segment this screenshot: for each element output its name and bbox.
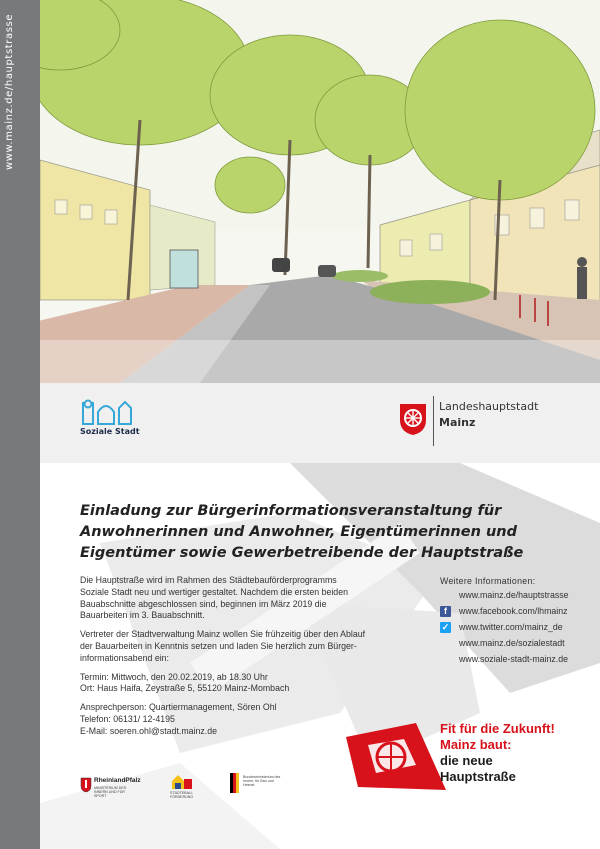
intro-line: Soziale Stadt neu und wertiger gestaltet. Nachdem die ersten beiden: [80, 586, 348, 597]
slogan: [440, 721, 555, 785]
invitation-line: der Bauarbeiten in Kenntnis setzen und laden Sie herzlich zum Bürger-: [80, 640, 357, 651]
event-location: Ort: Haus Haifa, Zeystraße 5, 55120 Mainz-Mombach: [80, 683, 290, 694]
staedtebau-icon: [170, 775, 194, 789]
street-illustration: [0, 0, 600, 383]
mainz-logo: [398, 396, 558, 446]
info-link-text[interactable]: www.twitter.com/mainz_de: [459, 622, 563, 632]
info-link-text[interactable]: www.soziale-stadt-mainz.de: [459, 654, 569, 664]
bmi-label: Bundesministerium des Innern, für Bau und Heimat: [243, 775, 281, 788]
sidebar-url[interactable]: www.mainz.de/hauptstrasse: [4, 14, 15, 171]
slogan-line4: Hauptstraße: [440, 769, 516, 784]
mainz-wheel-icon: [398, 402, 428, 436]
contact-person: Ansprechperson: Quartiermanagement, Sören Ohl: [80, 702, 277, 713]
headline-line3: Eigentümer sowie Gewerbetreibende der Hauptstraße: [80, 545, 524, 561]
soziale-stadt-logo: [80, 398, 140, 442]
mainz-logo-line1: Landeshauptstadt: [439, 400, 539, 413]
rlp-name: RheinlandPfalz: [94, 777, 141, 784]
intro-line: Bauabschnitte abgeschlossen sind, beginnen im März 2019 die: [80, 598, 327, 609]
info-title: Weitere Informationen:: [440, 576, 536, 586]
twitter-icon: ✓: [441, 622, 450, 632]
intro-line: Die Hauptstraße wird im Rahmen des Städtebauförderprogramms: [80, 575, 337, 585]
mainz-logo-line2: Mainz: [439, 416, 476, 429]
headline-line1: Einladung zur Bürgerinformationsveranstaltung für: [80, 503, 502, 519]
contact-phone: Telefon: 06131/ 12-4195: [80, 713, 175, 724]
partner-logos: [80, 771, 310, 811]
contact-email[interactable]: E-Mail: soeren.ohl@stadt.mainz.de: [80, 725, 218, 736]
invitation-line: informationsabend ein:: [80, 652, 170, 663]
headline-line2: Anwohnerinnen und Anwohner, Eigentümerinnen und: [80, 524, 517, 540]
intro-line: Bauarbeiten im 3. Bauabschnitt.: [80, 610, 205, 621]
staedtebau-label: STÄDTEBAU-FÖRDERUNG: [170, 791, 194, 800]
rlp-subtitle: MINISTERIUM DES INNERN UND FÜR SPORT: [94, 786, 127, 799]
slogan-line3: die neue: [440, 753, 493, 768]
slogan-line2: Mainz baut:: [440, 737, 512, 752]
slogan-line1: Fit für die Zukunft!: [440, 721, 555, 736]
event-details: [80, 672, 400, 696]
soziale-stadt-icon: [80, 398, 134, 426]
event-date: Termin: Mittwoch, den 20.02.2019, ab 18.30 Uhr: [80, 671, 268, 682]
rlp-crest-icon: [80, 777, 92, 793]
mainz-logo-divider: [433, 396, 434, 446]
invitation-line: Vertreter der Stadtverwaltung Mainz wollen Sie frühzeitig über den Ablauf: [80, 629, 366, 640]
headline: [80, 501, 580, 564]
info-link-text[interactable]: www.mainz.de/sozialestadt: [459, 638, 565, 648]
info-link-text[interactable]: www.mainz.de/hauptstrasse: [459, 590, 569, 600]
soziale-stadt-label: Soziale Stadt: [80, 427, 140, 436]
facebook-icon: f: [440, 606, 451, 617]
intro-paragraph: [80, 575, 400, 622]
bmi-eagle-icon: [230, 773, 240, 793]
info-link-text[interactable]: www.facebook.com/lhmainz: [459, 606, 568, 616]
invitation-paragraph: [80, 629, 400, 664]
